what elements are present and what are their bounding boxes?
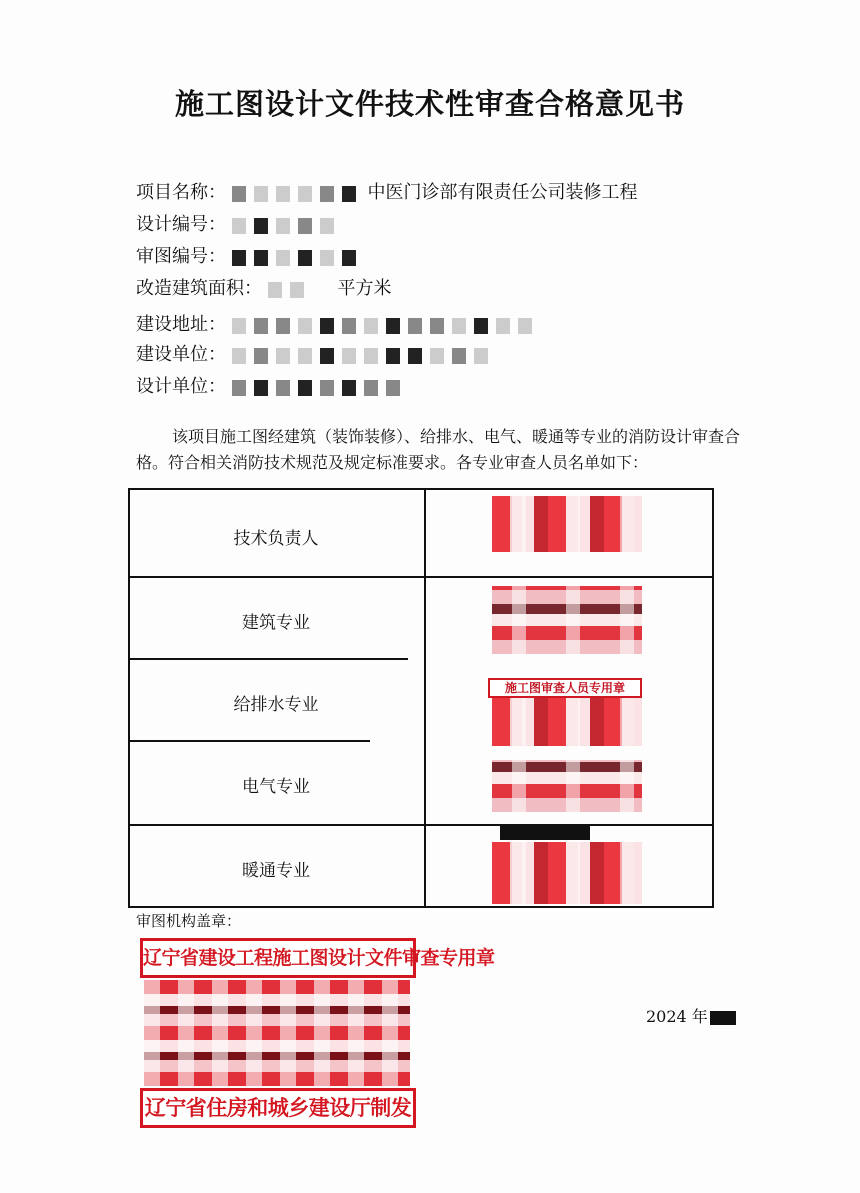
field-review-number xyxy=(136,244,369,270)
redacted-block xyxy=(232,248,364,266)
field-value: 中医门诊部有限责任公司装修工程 xyxy=(367,182,638,203)
field-label: 审图编号： xyxy=(136,246,226,267)
field-label: 设计编号： xyxy=(136,214,226,235)
field-design-number xyxy=(136,212,347,238)
review-institution-seal xyxy=(140,938,495,1128)
field-label: 建设地址： xyxy=(136,314,226,335)
redacted-block xyxy=(232,346,496,364)
reviewer-stamp-label: 施工图审查人员专用章 xyxy=(488,678,642,698)
reviewer-stamp xyxy=(492,496,642,552)
document-date xyxy=(646,1004,736,1027)
reviewer-role: 技术负责人 xyxy=(233,529,319,549)
reviewer-stamp xyxy=(492,586,642,654)
table-border-top xyxy=(128,488,714,490)
review-statement: 该项目施工图经建筑（装饰装修）、给排水、电气、暖通等专业的消防设计审查合格。符合相关消防技术规范及规定标准要求。各专业审查人员名单如下： xyxy=(136,427,741,472)
redacted-block xyxy=(232,316,540,334)
table-row-divider xyxy=(128,658,408,660)
field-designer xyxy=(136,374,413,400)
field-label: 改造建筑面积： xyxy=(136,278,262,299)
reviewer-role: 电气专业 xyxy=(242,777,310,797)
field-project-name xyxy=(136,180,637,206)
seal-body-mosaic xyxy=(144,980,410,1086)
table-border-right xyxy=(712,488,714,908)
field-address xyxy=(136,312,545,338)
redacted-block xyxy=(710,1011,736,1025)
redacted-block xyxy=(232,378,408,396)
reviewer-stamp xyxy=(492,760,642,812)
redacted-block xyxy=(268,280,332,298)
reviewer-stamp xyxy=(492,698,642,746)
date-text: 2024 年 xyxy=(646,1007,708,1026)
reviewer-role: 建筑专业 xyxy=(242,613,310,633)
reviewer-role: 暖通专业 xyxy=(242,861,310,881)
field-area xyxy=(136,276,391,302)
reviewer-stamp xyxy=(492,842,642,904)
seal-label: 审图机构盖章： xyxy=(136,912,242,930)
seal-bottom-text: 辽宁省住房和城乡建设厅制发 xyxy=(140,1088,416,1128)
redacted-block xyxy=(500,826,590,840)
table-row-divider xyxy=(128,824,714,826)
field-label: 项目名称： xyxy=(136,182,226,203)
reviewer-role: 给排水专业 xyxy=(233,695,319,715)
table-row-divider xyxy=(128,740,370,742)
field-value: 平方米 xyxy=(337,278,392,299)
seal-top-text: 辽宁省建设工程施工图设计文件审查专用章 xyxy=(140,938,416,978)
document-title: 施工图设计文件技术性审查合格意见书 xyxy=(174,87,685,121)
field-label: 设计单位： xyxy=(136,376,226,397)
redacted-block xyxy=(232,184,362,202)
field-builder xyxy=(136,342,501,368)
field-label: 建设单位： xyxy=(136,344,226,365)
table-row-divider xyxy=(128,576,714,578)
redacted-block xyxy=(232,216,342,234)
table-divider-vertical xyxy=(424,488,426,908)
